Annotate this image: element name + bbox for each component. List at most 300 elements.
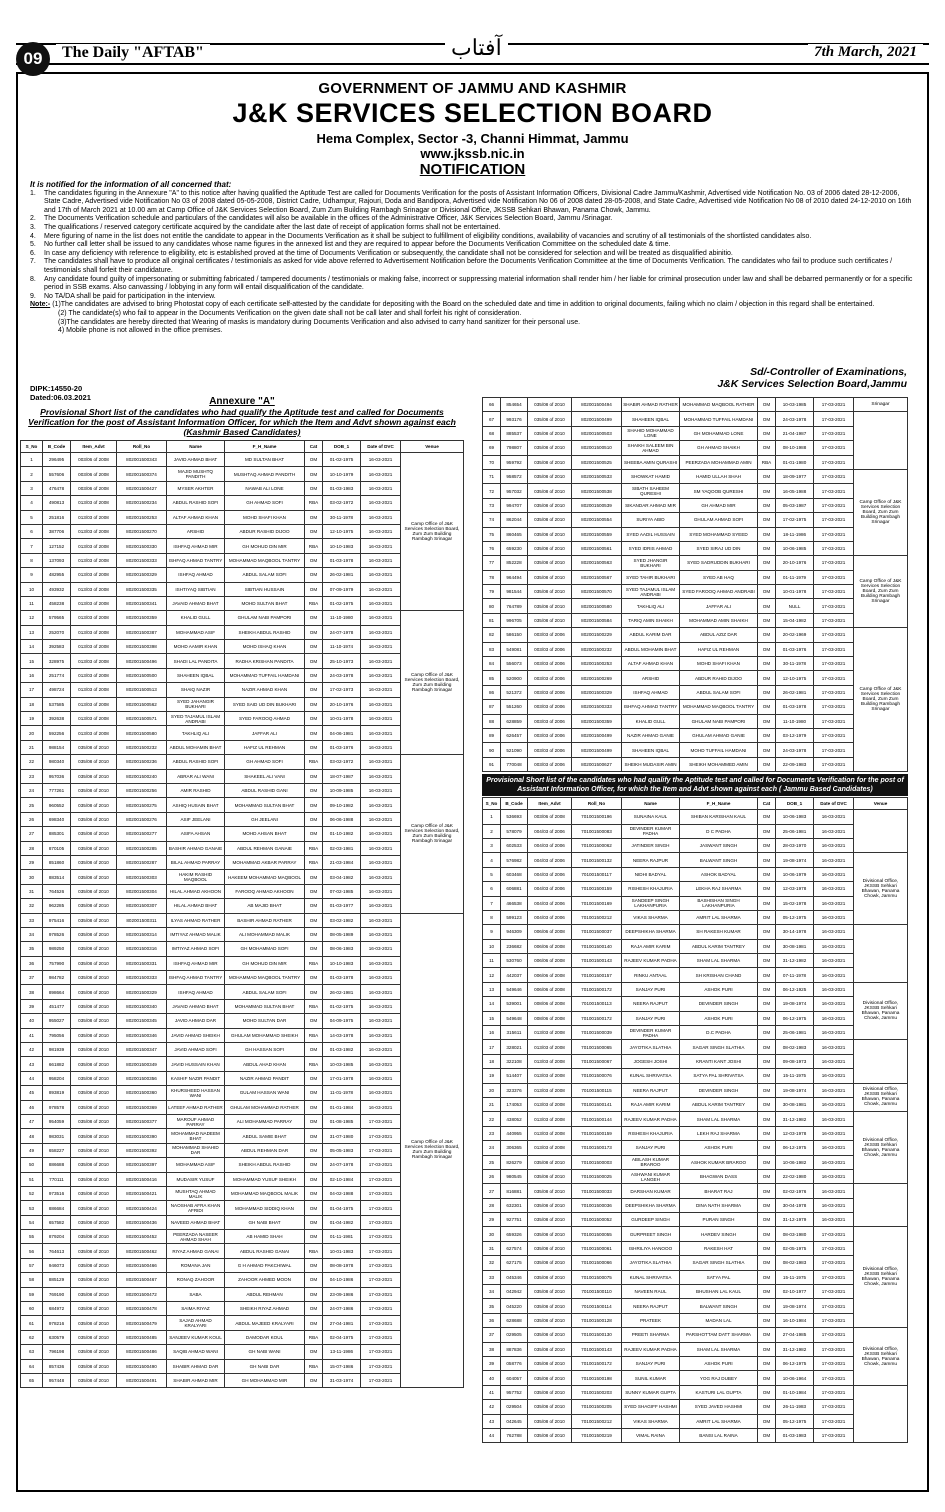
table-cell: SHABIR AHMAD MIR (167, 1374, 225, 1388)
table-cell: 701001500159 (572, 1126, 622, 1140)
table-cell: 16-03-2021 (814, 1097, 854, 1111)
table-row (21, 1201, 464, 1215)
table-cell: GHULAM AHMAD GANIE (680, 728, 758, 742)
table-row (21, 1071, 464, 1085)
table-cell: 802001500374 (117, 467, 167, 481)
table-cell: 17-03-2021 (814, 685, 854, 699)
table-cell: 15 (21, 654, 43, 668)
table-cell: 628859 (501, 714, 528, 728)
table-cell: 01-01-1980 (776, 455, 814, 469)
table-row (483, 1256, 908, 1270)
table-cell: 30-08-1981 (776, 1097, 814, 1111)
table-cell: 10-09-1985 (323, 783, 361, 797)
table-cell: BASHIR AHMAD RATHER (225, 913, 305, 927)
table-cell: 035/08 of 2010 (528, 1371, 572, 1385)
table-cell: 035/08 of 2010 (71, 971, 117, 985)
table-cell: 01-03-1983 (776, 1428, 814, 1442)
table-row (483, 968, 908, 982)
table-cell: 251774 (43, 668, 71, 682)
table-cell: 802001500567 (572, 570, 622, 584)
table-cell: OM (758, 954, 776, 968)
table-cell: 035/08 of 2010 (71, 1028, 117, 1042)
table-cell: 530760 (501, 954, 528, 968)
table-cell: 17-03-2021 (361, 1114, 401, 1128)
table-cell: 013/03 of 2008 (71, 640, 117, 654)
table-row (483, 1184, 908, 1198)
table-cell: 514407 (501, 1069, 528, 1083)
table-row (21, 453, 464, 467)
table-cell: 16-03-2021 (814, 1083, 854, 1097)
table-cell: 01-10-1984 (776, 1385, 814, 1399)
table-cell: 520900 (501, 671, 528, 685)
table-cell: DEVINDER KUMAR PADHA (622, 1026, 680, 1040)
table-cell: 32 (483, 1256, 501, 1270)
table-row (483, 556, 908, 570)
table-cell: SYED AADIL HUSSAIN (622, 527, 680, 541)
table-cell: 802001500554 (572, 513, 622, 527)
table-cell: DEVINDER SINGH (680, 997, 758, 1011)
table-cell: OM (305, 812, 323, 826)
notice-body (30, 181, 915, 336)
table-cell: 802001500346 (117, 1028, 167, 1042)
table-row (483, 441, 908, 455)
jammu-candidates-table (482, 797, 908, 1443)
table-cell: 035/08 of 2010 (71, 1143, 117, 1157)
table-cell: 802001500360 (117, 1086, 167, 1100)
table-cell: 035/08 of 2010 (528, 527, 572, 541)
table-cell: 37 (483, 1328, 501, 1342)
table-cell: 17-03-2021 (361, 1302, 401, 1316)
table-cell: RBA (305, 496, 323, 510)
column-header: Cat (305, 441, 323, 453)
table-cell: 11-10-1980 (323, 611, 361, 625)
table-cell: MYSER AKHTER (167, 481, 225, 495)
venue-cell: Camp Office of J&K Services Selection Board, Zum Zum Building Rambagh Srinagar (401, 611, 464, 755)
table-cell: 65 (21, 1374, 43, 1388)
venue-cell (854, 925, 908, 983)
table-cell: GH MOHUD DIN MIR (225, 539, 305, 553)
table-cell: 764789 (501, 599, 528, 613)
table-cell: 035/08 of 2010 (71, 1316, 117, 1330)
table-cell: MUSHTAQ AHMAD PANDITH (225, 467, 305, 481)
venue-cell (854, 810, 908, 853)
table-cell: RBA (305, 1028, 323, 1042)
table-cell: OM (305, 1172, 323, 1186)
table-cell: MOHAMMAD MAQBOOL TANTRY (225, 553, 305, 567)
table-cell: SYED SADRUDDIN BUKHARI (680, 556, 758, 570)
table-cell: 701001500143 (572, 1342, 622, 1356)
table-cell: 16-03-2021 (361, 453, 401, 467)
table-cell: MD SULTAN BHAT (225, 453, 305, 467)
table-cell: 10-06-1985 (776, 541, 814, 555)
table-cell: 802001500510 (572, 441, 622, 455)
table-cell: 13-11-1986 (323, 1345, 361, 1359)
table-cell: KHURSHEED HASSAN WANI (167, 1086, 225, 1100)
notice-intro: It is notified for the information of all concerned that: (30, 180, 232, 189)
venue-cell (854, 1040, 908, 1083)
table-cell: 802001500285 (117, 841, 167, 855)
table-cell: 09-10-1982 (323, 798, 361, 812)
table-cell: NEERA RAJPUT (622, 997, 680, 1011)
table-cell: 11 (21, 596, 43, 610)
table-cell: D.C PADHA (680, 1026, 758, 1040)
table-cell: 035/08 of 2010 (528, 1313, 572, 1327)
venue-cell: Camp Office of J&K Services Selection Board, Zum Zum Building Rambagh Srinagar (854, 556, 908, 628)
table-cell: ABDUL REHMAN DAR (225, 1143, 305, 1157)
table-cell: OM (758, 398, 776, 412)
table-cell: ISHFAQ AHMAD (622, 685, 680, 699)
table-cell: 1 (483, 810, 501, 824)
table-cell: 83 (483, 642, 501, 656)
table-cell: 64 (21, 1359, 43, 1373)
table-cell: 16-03-2021 (361, 568, 401, 582)
table-cell: ABDUL SALAM SOFI (225, 985, 305, 999)
table-cell: 701001500076 (572, 1069, 622, 1083)
table-cell: 06-12-1925 (776, 982, 814, 996)
table-cell: 17-03-2021 (814, 700, 854, 714)
table-cell: 13 (483, 982, 501, 996)
table-cell: RBA (305, 841, 323, 855)
table-cell: OM (305, 611, 323, 625)
table-cell: SH KRISHAN CHAND (680, 968, 758, 982)
table-cell: OM (758, 997, 776, 1011)
table-cell: 802001500275 (117, 798, 167, 812)
table-cell: MUDASIR YUSUF (167, 1172, 225, 1186)
note-line-2: (2) The candidate(s) who fail to appear in the Documents Verification on the given date shall not be call later and shall forfeit his right of consideration. (58, 309, 522, 317)
table-cell: ALI MOHAMMAD MALIK (225, 927, 305, 941)
table-cell: 02-10-1977 (776, 1285, 814, 1299)
table-row (21, 568, 464, 582)
table-row (483, 997, 908, 1011)
table-cell: 16-03-2021 (361, 1057, 401, 1071)
table-cell: 31-12-1982 (776, 954, 814, 968)
table-cell: 003/03 of 2006 (528, 700, 572, 714)
table-cell: GH JEELANI (225, 812, 305, 826)
table-cell: 17-03-2021 (361, 1244, 401, 1258)
table-cell: 035/08 of 2010 (528, 455, 572, 469)
table-cell: 802001500253 (572, 657, 622, 671)
table-cell: OM (758, 1169, 776, 1183)
table-cell: 03-02-1972 (323, 755, 361, 769)
table-cell: 013/03 of 2008 (71, 683, 117, 697)
table-cell: 36 (483, 1313, 501, 1327)
table-cell: 802001500491 (117, 1374, 167, 1388)
table-cell: OM (758, 642, 776, 656)
table-cell: 17-03-2021 (814, 743, 854, 757)
table-cell: SYED SAID UD DIN BUKHARI (225, 697, 305, 711)
table-cell: BHAGWAN DASS (680, 1169, 758, 1183)
table-cell: OM (305, 1100, 323, 1114)
table-cell: 035/08 of 2010 (528, 1342, 572, 1356)
venue-cell: Camp Office of J&K Services Selection Board, Zum Zum Building Rambagh Srinagar (401, 913, 464, 1388)
table-cell: 802001500256 (117, 783, 167, 797)
table-cell: 62 (21, 1330, 43, 1344)
table-cell: 21-04-1987 (776, 426, 814, 440)
table-cell: 035/08 of 2010 (528, 426, 572, 440)
table-cell: SHABIR AHMAD DAR (167, 1359, 225, 1373)
table-row (483, 1241, 908, 1255)
table-cell: 12 (483, 968, 501, 982)
paragraph-text: In case any deficiency with reference to eligibility, etc is established proved at the time of Documents Verification or subsequently, the candidate shall not be considered for selection and will be treated as disqualified abinitio. (44, 249, 733, 257)
table-cell: 24 (483, 1141, 501, 1155)
table-row (21, 1230, 464, 1244)
table-cell: 006/06 of 2008 (528, 968, 572, 982)
table-cell: 16-03-2021 (361, 985, 401, 999)
table-cell: 802001500304 (117, 884, 167, 898)
table-cell: 769190 (43, 1287, 71, 1301)
table-cell: PARSHOTTAM DATT SHARMA (680, 1328, 758, 1342)
column-header: Roll_No (117, 441, 167, 453)
table-row (483, 685, 908, 699)
table-cell: OM (758, 1213, 776, 1227)
table-cell: 06-12-1975 (776, 1011, 814, 1025)
table-cell: ALI MOHAMMAD PARRAY (225, 1114, 305, 1128)
table-cell: SHEIKH MOHAMMED AMIN (680, 757, 758, 771)
table-cell: 035/08 of 2010 (528, 398, 572, 412)
table-cell: 802001500580 (117, 726, 167, 740)
table-cell: 01-02-1975 (323, 596, 361, 610)
table-cell: 08-08-1978 (323, 1258, 361, 1272)
table-cell: OM (758, 556, 776, 570)
table-cell: PRATEEK (622, 1313, 680, 1327)
table-cell: MAROUF AHMAD PARRAY (167, 1114, 225, 1128)
table-cell: 983031 (43, 1129, 71, 1143)
table-row (483, 599, 908, 613)
table-cell: OM (758, 469, 776, 483)
table-cell: 802001500240 (117, 769, 167, 783)
table-cell: 17-02-1975 (776, 513, 814, 527)
table-header-row (483, 798, 908, 810)
table-cell: 802001500478 (117, 1302, 167, 1316)
kashmir-candidates-table (20, 440, 464, 1388)
table-cell: 035/08 of 2010 (71, 1230, 117, 1244)
table-cell: RAJEEV KUMAR PADHA (622, 1112, 680, 1126)
venue-cell: Divisional Office, JKSSB Sehkari Bhawan, Panama Chowk, Jammu (854, 1112, 908, 1184)
table-cell: 701001500144 (572, 1112, 622, 1126)
table-cell: 16-03-2021 (814, 882, 854, 896)
table-cell: DEVINDER KUMAR PADHA (622, 824, 680, 838)
table-cell: 31-07-1980 (323, 1129, 361, 1143)
table-cell: SUNAINA KAUL (622, 810, 680, 824)
table-cell: MOHAMMAD ASIF (167, 625, 225, 639)
table-cell: 870105 (43, 841, 71, 855)
table-cell: 14-03-1978 (323, 1028, 361, 1042)
table-cell: 08-10-1988 (776, 441, 814, 455)
table-cell: 252070 (43, 625, 71, 639)
table-row (21, 611, 464, 625)
table-row (483, 469, 908, 483)
table-cell: LATEEF AHMAD RATHER (167, 1100, 225, 1114)
table-cell: 22-09-1983 (776, 757, 814, 771)
table-cell: 323376 (501, 1083, 528, 1097)
table-cell: 24-07-1978 (323, 1158, 361, 1172)
table-cell: 16-03-2021 (361, 827, 401, 841)
table-cell: 886688 (43, 1158, 71, 1172)
table-cell: 701001500065 (572, 1040, 622, 1054)
table-cell: SYED SIRAJ UD DIN (680, 541, 758, 555)
table-cell: VIKAS SHARMA (622, 1414, 680, 1428)
table-cell: OM (758, 1414, 776, 1428)
table-row (21, 1302, 464, 1316)
table-cell: 701001500055 (572, 1227, 622, 1241)
table-cell: LEKHA RAJ SHARMA (680, 882, 758, 896)
board-website[interactable]: www.jkssb.nic.in (420, 146, 525, 161)
table-cell: 72 (483, 484, 501, 498)
table-cell: JAVID HUSSAIN KHAN (167, 1057, 225, 1071)
table-row (483, 1026, 908, 1040)
table-cell: 16-03-2021 (814, 824, 854, 838)
table-cell: OM (758, 757, 776, 771)
table-cell: 802001500436 (117, 1215, 167, 1229)
table-cell: 3 (483, 838, 501, 852)
table-row (483, 1198, 908, 1212)
table-cell: 802001500499 (572, 412, 622, 426)
table-cell: 802001500232 (572, 642, 622, 656)
table-row (483, 939, 908, 953)
table-cell: 25-06-1981 (776, 824, 814, 838)
table-row (21, 1100, 464, 1114)
table-cell: 004/03 of 2006 (528, 824, 572, 838)
table-cell: 28 (483, 1198, 501, 1212)
table-cell: 994707 (501, 498, 528, 512)
table-cell: SYED MOHAMMAD SYEED (680, 527, 758, 541)
table-cell: 438052 (501, 1112, 528, 1126)
table-row (483, 426, 908, 440)
table-cell: 006/06 of 2008 (528, 925, 572, 939)
table-cell: 68 (483, 426, 501, 440)
table-cell: SIBTIAN HUSSAIN (225, 582, 305, 596)
table-cell: 236682 (501, 939, 528, 953)
table-cell: KHALID GULL (167, 611, 225, 625)
table-cell: 802001500571 (117, 712, 167, 726)
table-cell: 802001500330 (117, 539, 167, 553)
notice-paragraph (30, 224, 915, 233)
table-cell: 802001500562 (117, 697, 167, 711)
table-cell: 66 (483, 398, 501, 412)
table-cell: 035/08 of 2010 (528, 498, 572, 512)
table-cell: 549648 (501, 1011, 528, 1025)
table-row (21, 769, 464, 783)
table-cell: 306365 (501, 1141, 528, 1155)
table-cell: 16-03-2021 (361, 683, 401, 697)
table-cell: 01-02-1975 (323, 453, 361, 467)
table-cell: JAVID AHMAD BHAT (167, 453, 225, 467)
venue-cell (854, 1184, 908, 1227)
table-cell: 25-06-1981 (776, 1026, 814, 1040)
table-cell: ABDUL MAJEED KRALYARI (225, 1316, 305, 1330)
table-cell: 003/06 of 2008 (528, 810, 572, 824)
table-cell: 035/08 of 2010 (71, 1057, 117, 1071)
table-cell: 19 (483, 1069, 501, 1083)
table-cell: MOHAMMAD TUFFAIL HAMDANI (680, 412, 758, 426)
table-row (483, 1299, 908, 1313)
table-cell: 17-03-2021 (814, 426, 854, 440)
table-cell: ISHFAQ AHMAD (167, 568, 225, 582)
table-cell: 701001500075 (572, 1270, 622, 1284)
table-cell: OM (758, 1184, 776, 1198)
table-cell: 802001500580 (572, 599, 622, 613)
table-cell: 10-06-1964 (776, 1371, 814, 1385)
table-cell: RBA (305, 855, 323, 869)
table-cell: 701001500212 (572, 910, 622, 924)
annexure-right-column (482, 397, 908, 1443)
table-cell: OM (758, 1400, 776, 1414)
table-row (21, 1258, 464, 1272)
table-cell: MAJID MUSHTQ PANDITH (167, 467, 225, 481)
table-cell: 802001500329 (117, 985, 167, 999)
table-cell: 035/08 of 2010 (71, 755, 117, 769)
table-cell: RBA (305, 999, 323, 1013)
table-cell: 045346 (501, 1270, 528, 1284)
table-cell: OM (758, 910, 776, 924)
table-cell: OM (758, 1155, 776, 1169)
table-cell: OM (758, 1285, 776, 1299)
signature-block (717, 366, 907, 390)
table-cell: JAVAID AHMAD BHAT (167, 596, 225, 610)
table-cell: 885301 (43, 827, 71, 841)
table-cell: 46 (21, 1100, 43, 1114)
table-cell: 16-03-2021 (814, 810, 854, 824)
table-cell: 127152 (43, 539, 71, 553)
table-cell: HAKIM RASHID MAQBOOL (167, 870, 225, 884)
table-cell: RISHESH KHAJURIA (622, 1126, 680, 1140)
table-cell: 604057 (501, 1371, 528, 1385)
table-cell: OM (758, 685, 776, 699)
table-cell: 14 (21, 640, 43, 654)
table-cell: 16-03-2021 (361, 625, 401, 639)
table-cell: 035/08 of 2010 (71, 1273, 117, 1287)
table-cell: 035/08 of 2010 (71, 1129, 117, 1143)
table-cell: 579565 (43, 611, 71, 625)
table-cell: GH MOHUD DIN MIR (225, 956, 305, 970)
table-cell: 16-03-2021 (361, 496, 401, 510)
table-cell: SH RAKESH KUMAR (680, 925, 758, 939)
venue-cell: Camp Office of J&K Services Selection Board, Zum Zum Building Rambagh Srinagar (854, 469, 908, 555)
table-cell: 035/08 of 2010 (528, 1357, 572, 1371)
table-cell: BALWANT SINGH (680, 853, 758, 867)
table-cell: KUNAL SHRIVATSA (622, 1069, 680, 1083)
table-cell: 802001500561 (572, 541, 622, 555)
table-cell: 17-03-2021 (814, 484, 854, 498)
table-cell: 2 (21, 467, 43, 481)
table-cell: ISHFAQ AHMAD (167, 985, 225, 999)
table-cell: 17-03-2021 (814, 570, 854, 584)
table-cell: 035/08 of 2010 (71, 812, 117, 826)
table-cell: HAKEEM MOHAMMAD MAQBOOL (225, 870, 305, 884)
table-cell: 549646 (501, 982, 528, 996)
table-cell: ISHTIYAQ SIBTIAN (167, 582, 225, 596)
table-cell: 802001500359 (117, 611, 167, 625)
table-cell: ABDUL REHMAN (225, 1287, 305, 1301)
table-cell: GH AHMAD MIR (680, 498, 758, 512)
table-cell: 802001500462 (117, 1244, 167, 1258)
table-cell: ABDUL KARIM DAR (622, 628, 680, 642)
table-cell: 03-12-1979 (776, 728, 814, 742)
table-cell: GURPREET SINGH (622, 1227, 680, 1241)
table-row (21, 1244, 464, 1258)
table-cell: JAFFAR ALI (680, 599, 758, 613)
table-cell: ISHFAQ AHMAD TANTRY (622, 700, 680, 714)
table-cell: YOG RAJ DUBEY (680, 1371, 758, 1385)
table-cell: 31-03-1974 (323, 1374, 361, 1388)
table-row (483, 1069, 908, 1083)
table-cell: 013/03 of 2008 (528, 1126, 572, 1140)
table-cell: 957752 (501, 1385, 528, 1399)
table-cell: OM (305, 1143, 323, 1157)
table-cell: 76 (483, 541, 501, 555)
table-cell: 17-03-2021 (814, 498, 854, 512)
table-cell: 87 (483, 700, 501, 714)
